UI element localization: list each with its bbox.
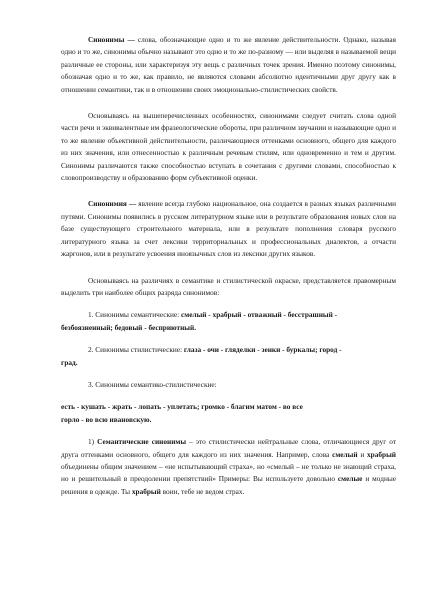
- list-item-semantic-continued: [61, 322, 396, 334]
- paragraph-text: воин, тебе не ведом страх.: [160, 486, 245, 496]
- list-item-stylistic-continued: [61, 357, 396, 369]
- term-synonymy: Синонимия —: [88, 199, 137, 209]
- list-item-examples: смелый - храбрый - отважный - бесстрашный -: [181, 310, 338, 320]
- paragraph-text: и: [357, 449, 368, 459]
- example-word: храбрый: [367, 449, 396, 459]
- term-semantic-synonyms: Семантические синонимы: [97, 437, 187, 447]
- example-word: храбрый: [131, 486, 161, 496]
- list-item-semantic-stylistic: [61, 379, 396, 391]
- list-item-examples-continued: безбоязненный; бедовый - бесприютный.: [61, 322, 197, 332]
- list-item-examples-continued: град.: [61, 357, 78, 367]
- paragraph-synonyms-criteria: [61, 110, 396, 184]
- paragraph-categories-intro: [61, 275, 396, 300]
- list-item-semantic-stylistic-examples: [61, 401, 396, 413]
- paragraph-synonyms-definition: [61, 34, 396, 96]
- list-item-label: 3. Синонимы семантико-стилистические:: [88, 379, 217, 389]
- list-item-examples: глаза - очи - гляделки - зенки - буркалы; город -: [183, 345, 342, 355]
- paragraph-synonymy: [61, 198, 396, 260]
- paragraph-text: явление всегда глубоко национальное, она создается в разных языках различными путями. Синонимы появились в русском литературном языке или в результате образования новых слов на базе существующего строительного материала, или в результате пополнения словаря русского литературного языка за счет лексики территориальных и профессиональных диалектов, а отчасти жаргонов, или в результате усвоения иноязычных слов из лексики других языков.: [61, 199, 397, 259]
- paragraph-semantic-synonyms: [61, 436, 396, 498]
- list-item-examples-continued: горло - во всю ивановскую.: [61, 414, 152, 424]
- paragraph-text: слова, обозначающие одно и то же явление действительности. Однако, называя одно и то же, синонимы обычно называют это одно и то же по-разному — или выделяя в называемой вещи различные ее стороны, или характеризуя эту вещь с различных точек зрения. Именно поэтому синонимы, обозначая одно и то же, как правило, не являются словами абсолютно идентичными друг другу как в отношении семантики, так и в отношении своих эмоционально-стилистических свойств.: [61, 35, 396, 94]
- paragraph-text: объединены общим значением – «не испытывающий страха», но «смелый – не только не знающий страха, но и решительный в преодолении препятствий» Примеры: Вы используете довольно: [61, 461, 396, 484]
- example-word: смелый: [332, 449, 358, 459]
- paragraph-text: и модные решения в одежде. Ты: [61, 474, 396, 496]
- term-synonyms: Синонимы —: [88, 35, 135, 44]
- enumerator: 1): [88, 437, 98, 447]
- list-item-label: 1. Синонимы семантические:: [88, 310, 182, 320]
- list-item-semantic-stylistic-continued: [61, 414, 396, 426]
- list-item-semantic: [61, 309, 396, 321]
- list-item-label: 2. Синонимы стилистические:: [88, 345, 184, 355]
- list-item-examples: есть - кушать - жрать - лопать - уплетать; громко - благим матом - во все: [61, 402, 303, 412]
- list-item-stylistic: [61, 344, 396, 356]
- example-word: смелые: [337, 474, 363, 484]
- paragraph-text: Основываясь на различиях в семантике и стилистической окраске, представляется правомерным выделить три наиболее общих разряда синонимов:: [61, 275, 396, 297]
- paragraph-text: – это стилистически нейтральные слова, отличающиеся друг от друга оттенками основного, общего для каждого из них значения. Например, слова: [61, 437, 397, 459]
- paragraph-text: Основываясь на вышеперечисленных особенностях, синонимами следует считать слова одной части речи и эквивалентные им фразеологические обороты, при различном звучании и называющие одно и то же явление объективной действительности, различающиеся оттенками основного, общего для каждого из них значения, или отнесенностью к различным речевым стилям, или одновременно и тем и другим. Синонимы различаются также способностью вступать в сочетания с другими словами, способностью к словопроизводству и образованию форм субъективной оценки.: [61, 111, 396, 183]
